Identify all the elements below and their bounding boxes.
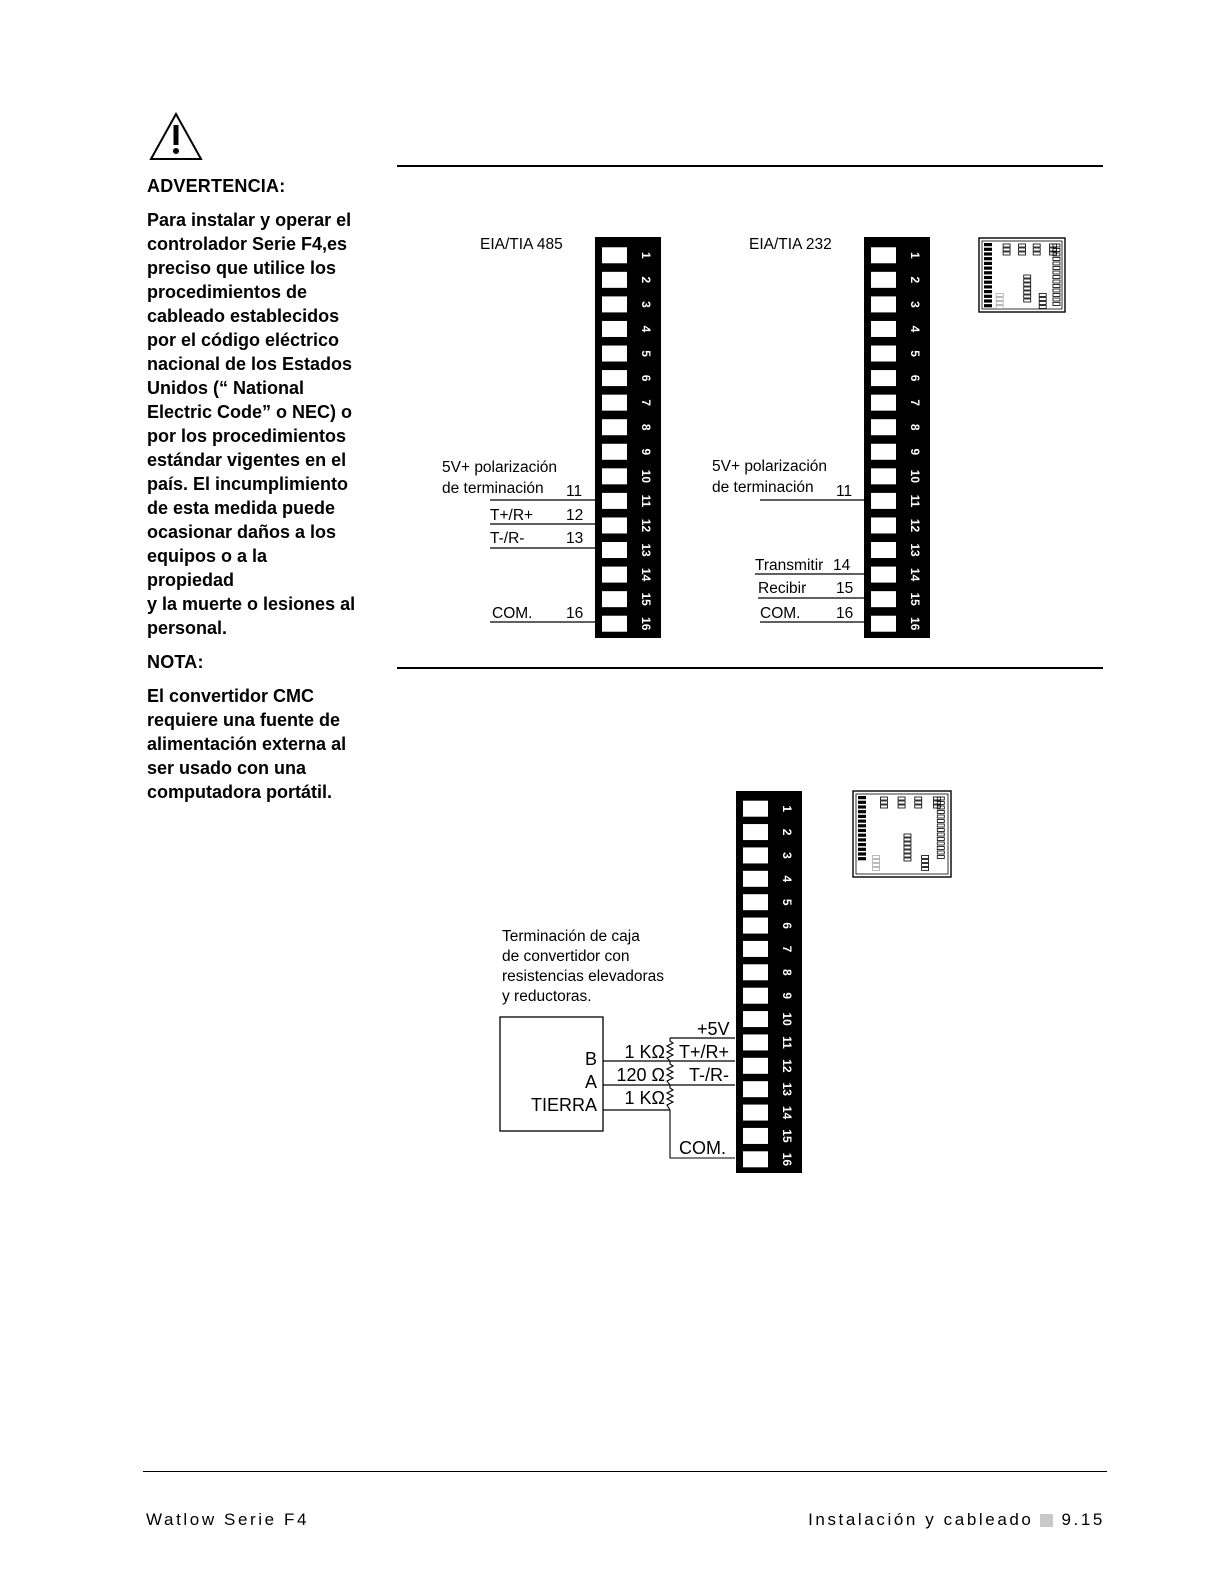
note-heading: NOTA: [147, 652, 204, 672]
terminal-number: 14 [639, 567, 653, 582]
terminal-screw [602, 468, 627, 484]
warning-heading: ADVERTENCIA: [147, 176, 286, 196]
converter-caption-4: y reductoras. [502, 988, 592, 1005]
diagram-232-transmit: Transmitir [755, 557, 824, 574]
terminal-number: 14 [908, 567, 922, 582]
terminal-screw [871, 321, 896, 337]
terminal-screw [743, 918, 768, 934]
terminal-number: 11 [639, 494, 653, 508]
terminal-number: 10 [780, 1012, 794, 1026]
terminal-number: 16 [780, 1152, 794, 1166]
terminal-number: 16 [639, 617, 653, 631]
terminal-screw [743, 1058, 768, 1074]
terminal-screw [871, 493, 896, 509]
terminal-number: 11 [780, 1036, 794, 1049]
terminal-number: 8 [908, 423, 922, 431]
diagram-485-com-num: 16 [566, 605, 584, 622]
terminal-screw [602, 272, 627, 288]
diagram-232 [712, 236, 930, 638]
diagram-converter [500, 791, 802, 1173]
terminal-number: 4 [639, 325, 653, 333]
terminal-screw [743, 847, 768, 863]
diagram-232-com: COM. [760, 605, 801, 622]
footer-page-number: 9.15 [1061, 1510, 1105, 1529]
converter-box-b: B [584, 1049, 597, 1069]
terminal-number: 8 [639, 423, 653, 431]
terminal-number: 13 [780, 1082, 794, 1096]
diagram-232-bias-label-2: de terminación [712, 479, 814, 496]
terminal-number: 14 [780, 1105, 794, 1120]
diagram-485-tr-plus-num: 12 [566, 507, 584, 524]
terminal-strip-232 [864, 237, 930, 638]
terminal-number: 5 [639, 350, 653, 357]
converter-r1: 1 KΩ [624, 1042, 665, 1062]
converter-r3: 1 KΩ [624, 1088, 665, 1108]
terminal-screw [743, 1081, 768, 1097]
terminal-strip-485 [595, 237, 661, 638]
controller-back-panel-icon [853, 791, 951, 877]
terminal-screw [743, 964, 768, 980]
terminal-screw [871, 567, 896, 583]
terminal-number: 12 [639, 518, 653, 533]
terminal-screw [871, 296, 896, 312]
terminal-screw [871, 616, 896, 632]
terminal-number: 7 [780, 945, 794, 953]
terminal-number: 2 [908, 276, 922, 284]
terminal-strip-converter [736, 791, 802, 1173]
diagram-485-bias-label-2: de terminación [442, 480, 544, 497]
footer-title: Watlow Serie F4 [146, 1510, 310, 1529]
diagram-232-com-num: 16 [836, 605, 854, 622]
terminal-screw [602, 321, 627, 337]
terminal-number: 3 [908, 301, 922, 308]
terminal-number: 12 [908, 518, 922, 533]
terminal-number: 7 [908, 399, 922, 406]
warning-text: Para instalar y operar el controlador Serie F4,es preciso que utilice los procedimientos de cableado establecidos por el código eléctrico nacional de los Estados Unidos (“ National Electric Code” o NEC) o por los procedimientos estándar vigentes en el país. El incumplimiento de esta medida puede ocasionar daños a los equipos o a la propiedad y la muerte o lesiones al personal. [147, 210, 356, 638]
terminal-screw [602, 296, 627, 312]
diagram-485-tr-minus-num: 13 [566, 530, 584, 547]
converter-caption-1: Terminación de caja [502, 928, 640, 945]
diagram-232-bias-num: 11 [836, 483, 853, 500]
footer-section-name: Instalación y cableado [808, 1510, 1034, 1529]
terminal-number: 5 [780, 898, 794, 906]
diagram-485-title: EIA/TIA 485 [480, 236, 563, 253]
terminal-number: 6 [639, 374, 653, 382]
diagram-232-receive-num: 15 [836, 580, 854, 597]
terminal-screw [743, 1105, 768, 1121]
diagram-485-bias-num: 11 [566, 483, 583, 500]
terminal-screw [743, 1011, 768, 1027]
converter-box-a: A [584, 1072, 597, 1092]
terminal-number: 10 [639, 469, 653, 484]
terminal-screw [602, 567, 627, 583]
terminal-screw [871, 346, 896, 362]
terminal-number: 12 [780, 1059, 794, 1073]
diagram-232-bias-label-1: 5V+ polarización [712, 458, 828, 475]
terminal-screw [871, 591, 896, 607]
terminal-screw [871, 542, 896, 558]
terminal-number: 15 [780, 1129, 794, 1143]
terminal-screw [602, 591, 627, 607]
terminal-screw [871, 272, 896, 288]
terminal-number: 13 [908, 543, 922, 557]
square-bullet-icon [1040, 1514, 1053, 1527]
terminal-screw [871, 419, 896, 435]
terminal-screw [602, 542, 627, 558]
terminal-number: 15 [639, 592, 653, 606]
diagram-232-transmit-num: 14 [833, 557, 851, 574]
terminal-screw [602, 616, 627, 632]
terminal-screw [602, 517, 627, 533]
terminal-screw [602, 395, 627, 411]
terminal-screw [743, 801, 768, 817]
converter-plus5v: +5V [697, 1019, 730, 1039]
terminal-number: 4 [908, 325, 922, 333]
terminal-number: 1 [639, 251, 653, 259]
terminal-screw [871, 517, 896, 533]
terminal-number: 7 [639, 399, 653, 406]
warning-triangle-icon [151, 114, 201, 159]
terminal-number: 2 [780, 828, 794, 836]
terminal-number: 13 [639, 543, 653, 557]
terminal-screw [743, 824, 768, 840]
converter-tr-plus: T+/R+ [679, 1042, 730, 1062]
converter-caption-3: resistencias elevadoras [502, 968, 664, 985]
terminal-screw [871, 247, 896, 263]
terminal-number: 5 [908, 350, 922, 357]
terminal-number: 9 [639, 448, 653, 456]
terminal-screw [743, 894, 768, 910]
converter-caption-2: de convertidor con [502, 948, 630, 965]
converter-box-ground: TIERRA [530, 1095, 597, 1115]
terminal-number: 11 [908, 494, 922, 508]
converter-r2: 120 Ω [616, 1065, 665, 1085]
diagram-485-com: COM. [492, 605, 533, 622]
diagram-485-tr-minus: T-/R- [490, 530, 525, 547]
controller-back-panel-icon [979, 238, 1065, 312]
terminal-number: 1 [780, 805, 794, 813]
diagram-485 [442, 236, 661, 638]
terminal-number: 6 [908, 374, 922, 382]
terminal-screw [871, 468, 896, 484]
terminal-screw [602, 346, 627, 362]
terminal-screw [743, 988, 768, 1004]
terminal-screw [743, 1128, 768, 1144]
terminal-number: 3 [639, 301, 653, 308]
terminal-screw [602, 493, 627, 509]
diagram-232-receive: Recibir [758, 580, 807, 597]
terminal-number: 9 [908, 448, 922, 456]
terminal-screw [743, 1034, 768, 1050]
terminal-screw [602, 370, 627, 386]
footer-section [808, 1510, 1105, 1530]
terminal-screw [871, 444, 896, 460]
converter-tr-minus: T-/R- [689, 1065, 729, 1085]
terminal-number: 2 [639, 276, 653, 284]
terminal-number: 16 [908, 617, 922, 631]
terminal-screw [602, 419, 627, 435]
terminal-number: 8 [780, 968, 794, 976]
diagram-232-title: EIA/TIA 232 [749, 236, 832, 253]
terminal-number: 3 [780, 852, 794, 859]
terminal-screw [743, 871, 768, 887]
terminal-number: 4 [780, 875, 794, 883]
terminal-screw [743, 1151, 768, 1167]
terminal-screw [602, 444, 627, 460]
terminal-number: 9 [780, 992, 794, 1000]
note-text: El convertidor CMC requiere una fuente de alimentación externa al ser usado con una computadora portátil. [147, 686, 347, 802]
diagram-485-bias-label-1: 5V+ polarización [442, 459, 558, 476]
diagram-485-tr-plus: T+/R+ [490, 507, 534, 524]
terminal-screw [871, 370, 896, 386]
terminal-number: 1 [908, 251, 922, 259]
terminal-screw [743, 941, 768, 957]
converter-com: COM. [679, 1138, 726, 1158]
terminal-screw [602, 247, 627, 263]
terminal-number: 6 [780, 922, 794, 929]
terminal-number: 15 [908, 592, 922, 606]
terminal-screw [871, 395, 896, 411]
terminal-number: 10 [908, 469, 922, 484]
